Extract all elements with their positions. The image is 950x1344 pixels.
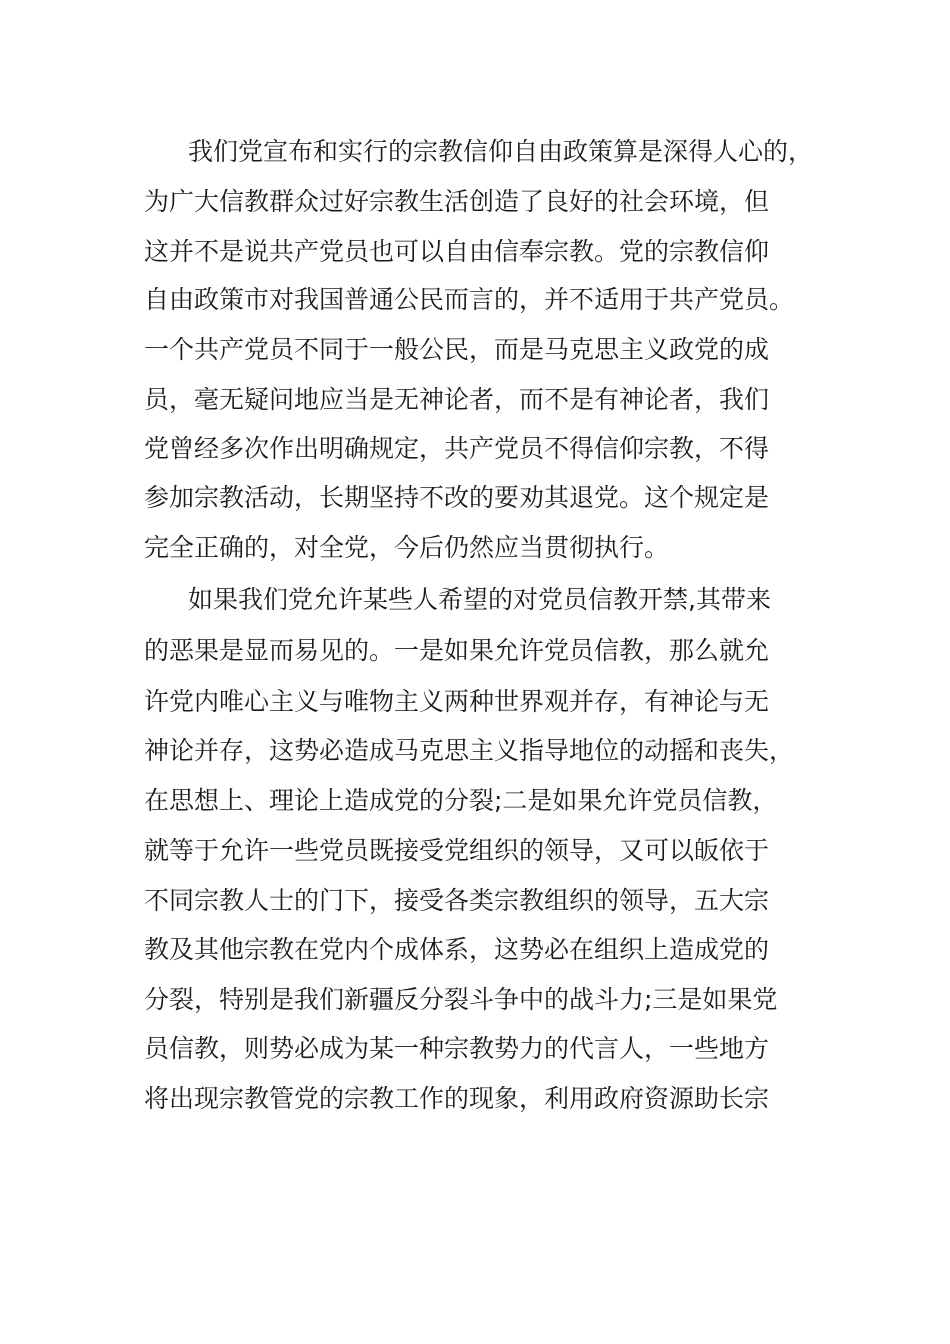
text-line: 教及其他宗教在党内个成体系，这势必在组织上造成党的 bbox=[144, 935, 770, 964]
text-line: 员，毫无疑问地应当是无神论者，而不是有神论者，我们 bbox=[144, 385, 770, 414]
text-line: 一个共产党员不同于一般公民，而是马克思主义政党的成 bbox=[144, 335, 770, 364]
text-line: 参加宗教活动，长期坚持不改的要劝其退党。这个规定是 bbox=[144, 483, 770, 512]
text-line: 完全正确的，对全党，今后仍然应当贯彻执行。 bbox=[144, 533, 670, 562]
text-line: 为广大信教群众过好宗教生活创造了良好的社会环境，但 bbox=[144, 187, 770, 216]
text-line: 就等于允许一些党员既接受党组织的领导，又可以皈依于 bbox=[144, 836, 770, 865]
text-line: 自由政策市对我国普通公民而言的，并不适用于共产党员。 bbox=[144, 285, 795, 314]
text-line: 神论并存，这势必造成马克思主义指导地位的动摇和丧失， bbox=[144, 736, 795, 765]
text-line: 不同宗教人士的门下，接受各类宗教组织的领导，五大宗 bbox=[144, 886, 770, 915]
text-line: 我们党宣布和实行的宗教信仰自由政策算是深得人心的， bbox=[188, 137, 814, 166]
text-line: 许党内唯心主义与唯物主义两种世界观并存，有神论与无 bbox=[144, 687, 770, 716]
text-line: 在思想上、理论上造成党的分裂;二是如果允许党员信教， bbox=[144, 786, 778, 815]
text-line: 将出现宗教管党的宗教工作的现象，利用政府资源助长宗 bbox=[144, 1084, 770, 1113]
text-line: 的恶果是显而易见的。一是如果允许党员信教，那么就允 bbox=[144, 636, 770, 665]
text-line: 这并不是说共产党员也可以自由信奉宗教。党的宗教信仰 bbox=[144, 237, 770, 266]
text-line: 员信教，则势必成为某一种宗教势力的代言人，一些地方 bbox=[144, 1034, 770, 1063]
text-line: 党曾经多次作出明确规定，共产党员不得信仰宗教，不得 bbox=[144, 434, 770, 463]
text-line: 如果我们党允许某些人希望的对党员信教开禁,其带来 bbox=[188, 585, 771, 614]
text-line: 分裂，特别是我们新疆反分裂斗争中的战斗力;三是如果党 bbox=[144, 985, 778, 1014]
